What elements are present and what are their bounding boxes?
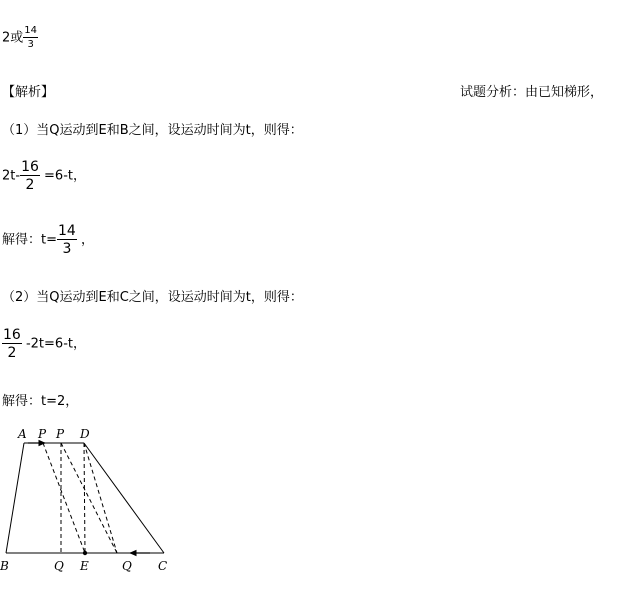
edge-dc bbox=[84, 443, 164, 553]
case1-eq-right: =6-t， bbox=[44, 168, 86, 184]
label-q1: Q bbox=[54, 559, 64, 573]
case1-sol-fraction bbox=[57, 224, 77, 256]
answer-prefix: 2或 bbox=[2, 30, 24, 46]
label-p1: P bbox=[38, 427, 47, 441]
dash-p1-e bbox=[43, 443, 85, 553]
case2-equation bbox=[2, 328, 86, 360]
case1-eq-left: 2t- bbox=[2, 168, 21, 184]
case2-solution: 解得：t=2， bbox=[2, 394, 79, 409]
analysis-intro: 试题分析：由已知梯形， bbox=[460, 85, 604, 100]
point-e-dot bbox=[83, 551, 87, 555]
jiexi-label: 【解析】 bbox=[2, 85, 55, 100]
case1-eq-num: 16 bbox=[21, 159, 39, 175]
answer-line bbox=[2, 26, 38, 50]
case1-sol-left: 解得：t= bbox=[2, 232, 57, 248]
label-e: E bbox=[80, 559, 89, 573]
case1-label: （1）当Q运动到E和B之间，设运动时间为t，则得： bbox=[2, 123, 303, 138]
case1-solution bbox=[2, 224, 94, 256]
dash-d-q2 bbox=[84, 443, 117, 553]
label-b: B bbox=[0, 559, 9, 573]
case1-sol-right: ， bbox=[80, 232, 94, 248]
label-a: A bbox=[18, 427, 27, 441]
case2-eq-den: 2 bbox=[7, 345, 17, 361]
answer-fraction bbox=[23, 26, 38, 50]
trapezoid-figure bbox=[0, 420, 624, 595]
case1-eq-fraction bbox=[20, 160, 40, 192]
case2-label: （2）当Q运动到E和C之间，设运动时间为t，则得： bbox=[2, 290, 303, 305]
case2-eq-fraction bbox=[2, 328, 22, 360]
case1-sol-num: 14 bbox=[58, 223, 76, 239]
label-d: D bbox=[80, 427, 90, 441]
case1-eq-den: 2 bbox=[25, 177, 35, 193]
label-q2: Q bbox=[122, 559, 132, 573]
dash-d-e bbox=[84, 443, 85, 553]
case2-eq-right: -2t=6-t， bbox=[25, 336, 86, 352]
edge-ab bbox=[6, 443, 24, 553]
case1-sol-den: 3 bbox=[62, 241, 72, 257]
answer-frac-num: 14 bbox=[24, 25, 38, 36]
case2-eq-num: 16 bbox=[3, 327, 21, 343]
dashed-lines bbox=[43, 443, 117, 553]
label-p2: P bbox=[56, 427, 65, 441]
answer-frac-den: 3 bbox=[27, 39, 34, 50]
label-c: C bbox=[158, 559, 168, 573]
case1-equation bbox=[2, 160, 86, 192]
